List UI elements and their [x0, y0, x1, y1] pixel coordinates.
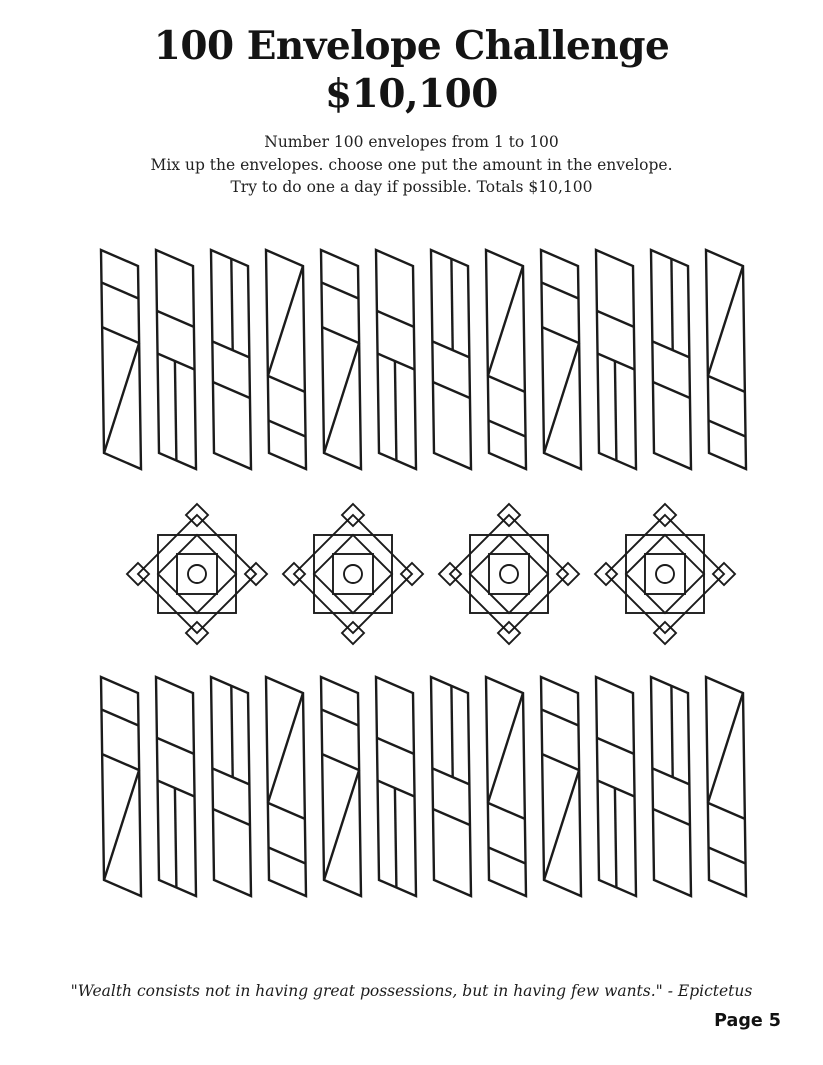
instructions — [0, 131, 823, 199]
medallion-row-ornament — [0, 494, 823, 656]
page-title-line2: $10,100 — [325, 71, 498, 117]
instruction-line-2: Mix up the envelopes. choose one put the amount in the envelope. — [150, 155, 673, 174]
page-title — [0, 22, 823, 118]
bottom-strip-band-ornament — [0, 672, 823, 904]
page-number-label: Page 5 — [714, 1011, 781, 1031]
quote-text: "Wealth consists not in having great possessions, but in having few wants." - Epictetus — [70, 982, 753, 1000]
top-strip-band-ornament — [0, 245, 823, 477]
page-title-line1: 100 Envelope Challenge — [153, 23, 670, 69]
instruction-line-1: Number 100 envelopes from 1 to 100 — [264, 133, 559, 151]
instruction-line-3: Try to do one a day if possible. Totals $10,100 — [230, 178, 593, 196]
